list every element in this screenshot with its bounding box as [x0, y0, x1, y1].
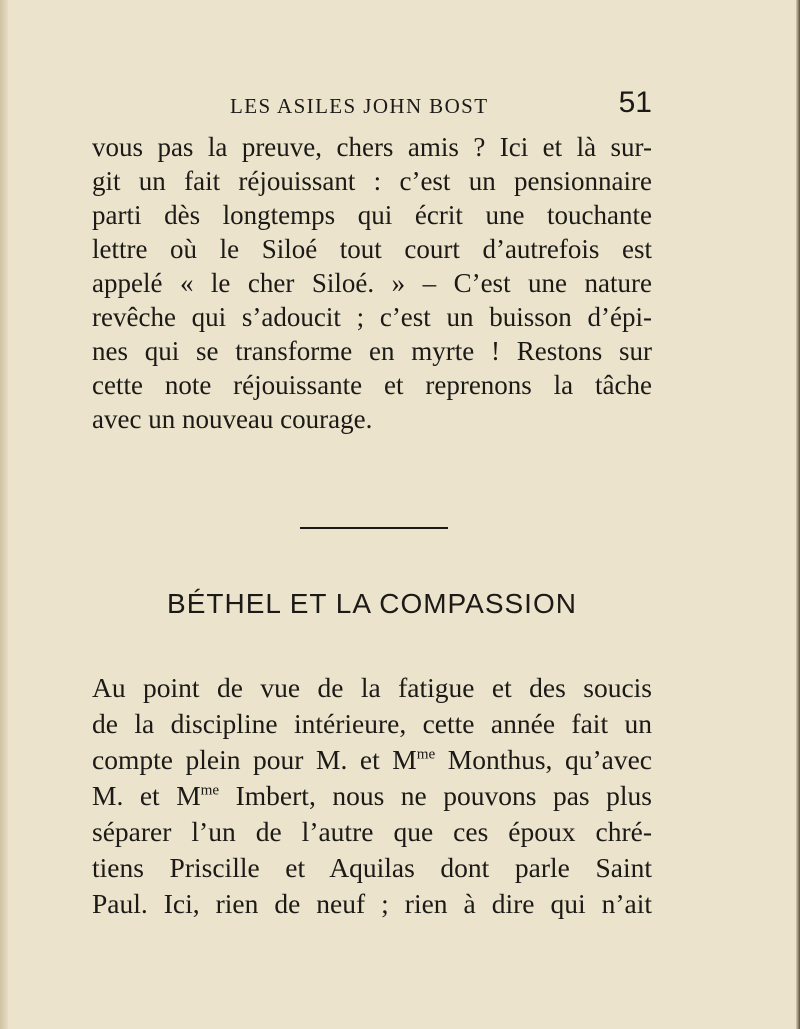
- text-line: git un fait réjouissant : c’est un pensionnaire: [92, 166, 652, 196]
- text-line: [92, 778, 652, 814]
- text-segment: Monthus, qu’avec: [435, 744, 652, 775]
- text-segment: M. et M: [92, 780, 201, 811]
- paragraph-continuation: [92, 130, 652, 436]
- text-line: Paul. Ici, rien de neuf ; rien à dire qui n’ait: [92, 888, 652, 919]
- paragraph-section-body: [92, 670, 652, 922]
- text-segment: Imbert, nous ne pouvons pas plus: [219, 780, 652, 811]
- text-line: parti dès longtemps qui écrit une touchante: [92, 200, 652, 230]
- text-line: appelé « le cher Siloé. » – C’est une nature: [92, 268, 652, 298]
- page-gutter-edge: [0, 0, 8, 1029]
- text-line: lettre où le Siloé tout court d’autrefois est: [92, 234, 652, 264]
- section-heading: BÉTHEL ET LA COMPASSION: [167, 588, 577, 619]
- text-line: revêche qui s’adoucit ; c’est un buisson d’épi-: [92, 302, 652, 332]
- text-line: vous pas la preuve, chers amis ? Ici et là sur-: [92, 132, 652, 162]
- text-segment: compte plein pour M. et M: [92, 744, 417, 775]
- text-line: de la discipline intérieure, cette année fait un: [92, 708, 652, 739]
- text-line: tiens Priscille et Aquilas dont parle Saint: [92, 852, 652, 883]
- page-number: 51: [618, 86, 652, 119]
- superscript-abbrev: me: [416, 746, 436, 763]
- text-line: avec un nouveau courage.: [92, 404, 373, 434]
- text-line: séparer l’un de l’autre que ces époux chré-: [92, 816, 652, 847]
- section-divider-rule: [300, 527, 448, 529]
- superscript-abbrev: me: [200, 782, 220, 799]
- text-line: Au point de vue de la fatigue et des soucis: [92, 672, 652, 703]
- text-line: nes qui se transforme en myrte ! Restons sur: [92, 336, 652, 366]
- page-right-edge: [796, 0, 800, 1029]
- text-line: cette note réjouissante et reprenons la tâche: [92, 370, 652, 400]
- running-header: [92, 86, 652, 122]
- text-line: [92, 742, 652, 778]
- running-title: LES ASILES JOHN BOST: [230, 94, 489, 118]
